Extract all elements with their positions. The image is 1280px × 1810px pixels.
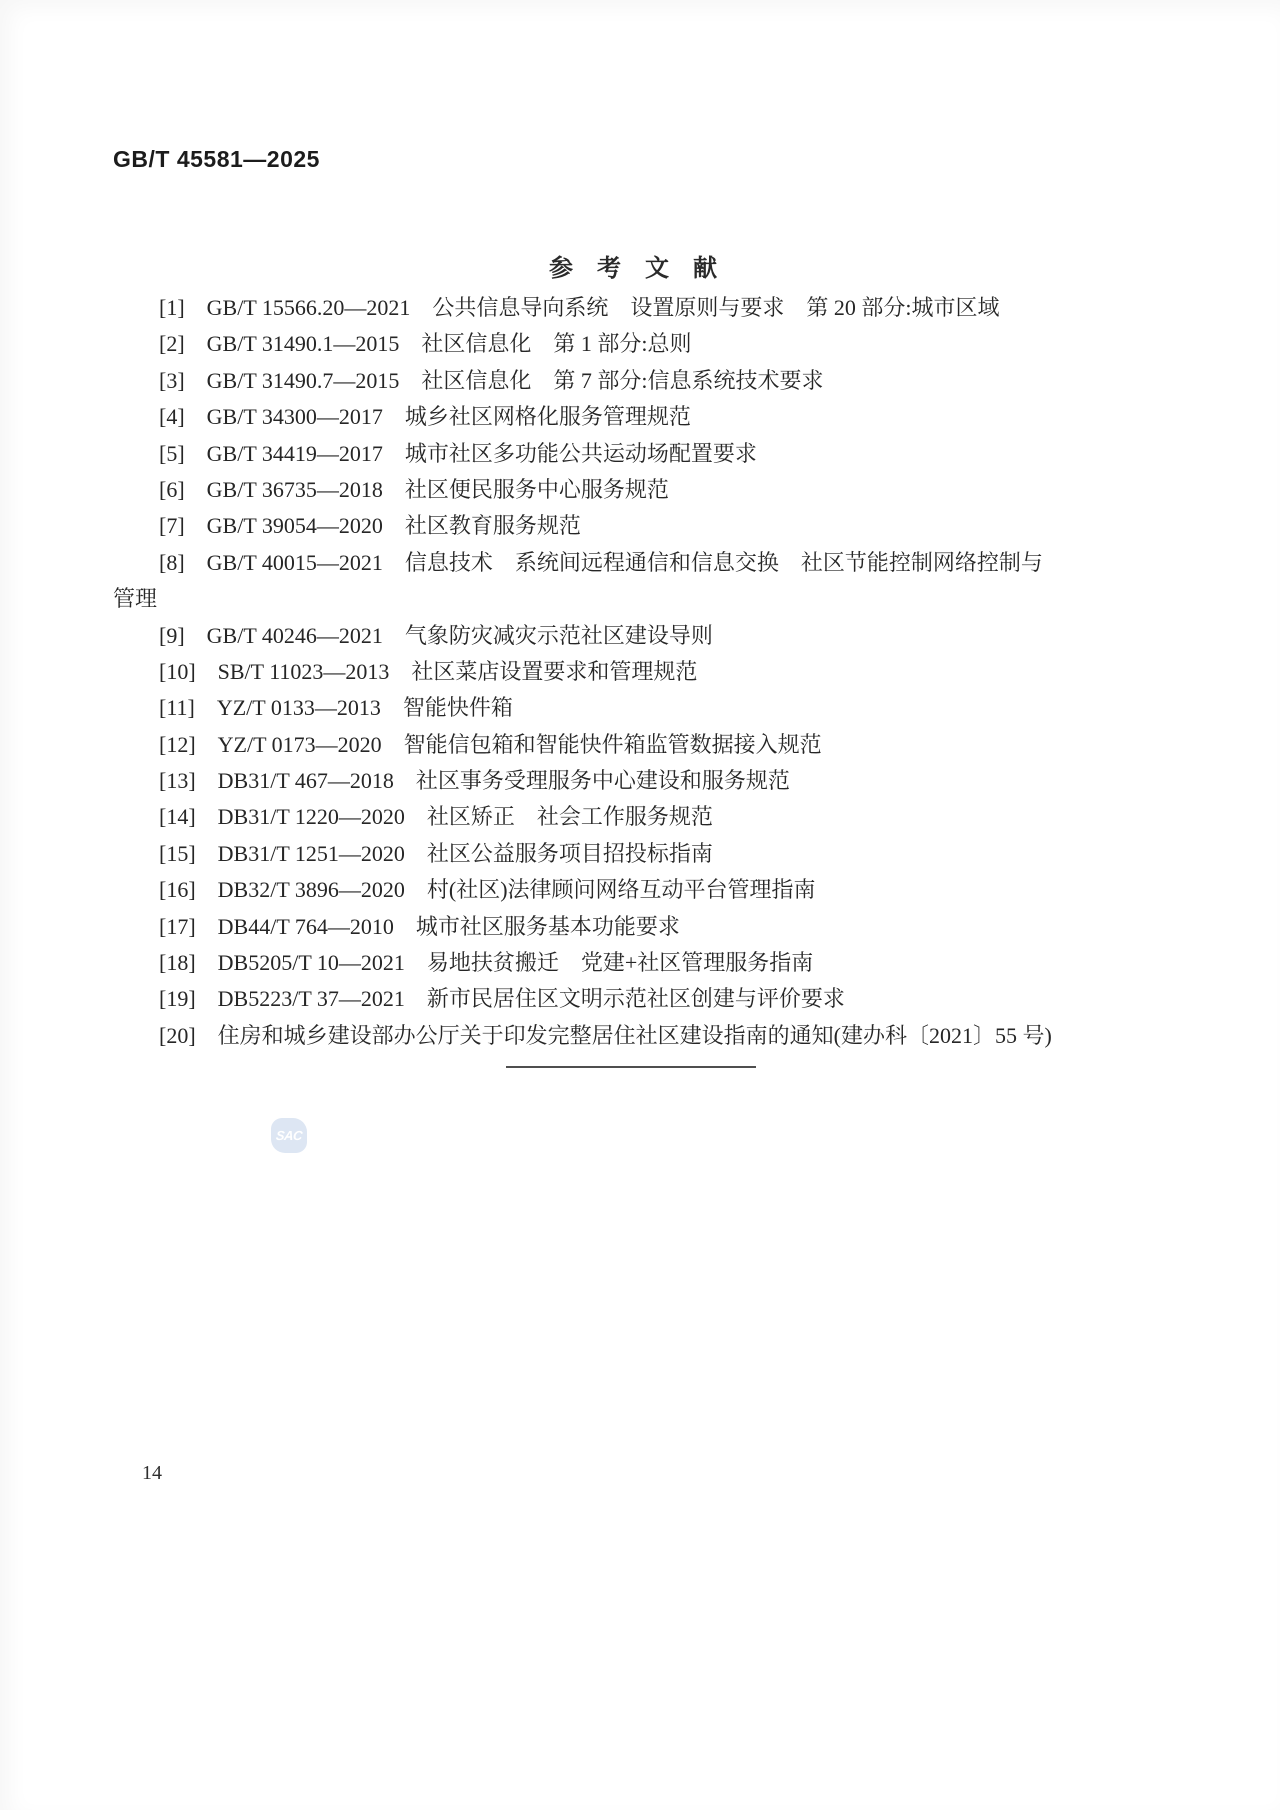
reference-item-15: [15] DB31/T 1251—2020 社区公益服务项目招投标指南 xyxy=(159,840,713,866)
section-title: 参 考 文 献 xyxy=(549,256,717,282)
reference-item-4: [4] GB/T 34300—2017 城乡社区网格化服务管理规范 xyxy=(159,404,691,430)
standard-number-header: GB/T 45581—2025 xyxy=(113,146,320,172)
reference-item-10: [10] SB/T 11023—2013 社区菜店设置要求和管理规范 xyxy=(159,658,698,684)
reference-item-3: [3] GB/T 31490.7—2015 社区信息化 第 7 部分:信息系统技术要求 xyxy=(159,367,824,393)
reference-item-7: [7] GB/T 39054—2020 社区教育服务规范 xyxy=(159,513,581,539)
reference-item-1: [1] GB/T 15566.20—2021 公共信息导向系统 设置原则与要求 第 20 部分:城市区域 xyxy=(159,295,1000,320)
reference-item-17: [17] DB44/T 764—2010 城市社区服务基本功能要求 xyxy=(159,913,680,939)
reference-item-8: [8] GB/T 40015—2021 信息技术 系统间远程通信和信息交换 社区节能控制网络控制与 xyxy=(159,549,1043,575)
reference-item-20: [20] 住房和城乡建设部办公厅关于印发完整居住社区建设指南的通知(建办科〔2021〕55 号) xyxy=(159,1022,1052,1048)
reference-item-12: [12] YZ/T 0173—2020 智能信包箱和智能快件箱监管数据接入规范 xyxy=(159,731,822,757)
reference-item-19: [19] DB5223/T 37—2021 新市民居住区文明示范社区创建与评价要求 xyxy=(159,986,845,1012)
sac-logo-text: SAC xyxy=(275,1128,303,1143)
reference-item-18: [18] DB5205/T 10—2021 易地扶贫搬迁 党建+社区管理服务指南 xyxy=(159,950,814,976)
reference-item-5: [5] GB/T 34419—2017 城市社区多功能公共运动场配置要求 xyxy=(159,440,757,466)
sac-watermark-logo xyxy=(271,1118,307,1153)
reference-item-13: [13] DB31/T 467—2018 社区事务受理服务中心建设和服务规范 xyxy=(159,768,790,794)
reference-list xyxy=(113,290,1173,1054)
reference-item-16: [16] DB32/T 3896—2020 村(社区)法律顾问网络互动平台管理指南 xyxy=(159,877,816,903)
reference-item-6: [6] GB/T 36735—2018 社区便民服务中心服务规范 xyxy=(159,476,669,502)
page-number: 14 xyxy=(142,1462,162,1484)
reference-item-2: [2] GB/T 31490.1—2015 社区信息化 第 1 部分:总则 xyxy=(159,331,692,357)
reference-item-9: [9] GB/T 40246—2021 气象防灾减灾示范社区建设导则 xyxy=(159,622,713,648)
end-of-document-divider xyxy=(506,1066,756,1068)
reference-item-11: [11] YZ/T 0133—2013 智能快件箱 xyxy=(159,695,513,721)
reference-item-8-continuation: 管理 xyxy=(113,586,158,612)
reference-item-14: [14] DB31/T 1220—2020 社区矫正 社会工作服务规范 xyxy=(159,804,713,830)
